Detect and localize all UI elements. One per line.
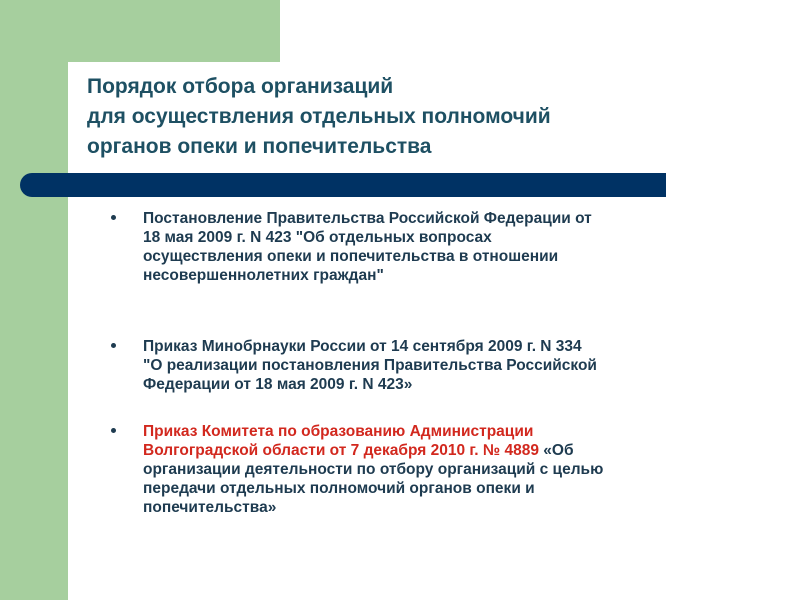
bullet-line: передачи отдельных полномочий органов опеки и	[143, 480, 535, 497]
bullet-text	[143, 422, 751, 517]
bullet-line: 18 мая 2009 г. N 423 "Об отдельных вопросах	[143, 229, 492, 246]
bullet-line: организации деятельности по отбору организаций с целью	[143, 461, 604, 478]
bullet-text	[143, 337, 751, 394]
bullet-line: несовершеннолетних граждан"	[143, 267, 384, 284]
title-line-3: органов опеки и попечительства	[87, 135, 432, 158]
bullet-line: попечительства»	[143, 499, 277, 516]
bullet-line-mixed	[143, 441, 751, 460]
bullet-line: Приказ Минобрнауки России от 14 сентября 2009 г. N 334	[143, 338, 582, 355]
bullet-icon	[111, 215, 116, 220]
bullet-line-tail: «Об	[538, 442, 574, 459]
bullet-text	[143, 209, 751, 285]
bullet-line: Федерации от 18 мая 2009 г. N 423»	[143, 376, 413, 393]
title-line-2: для осуществления отдельных полномочий	[87, 105, 551, 128]
title-line-1: Порядок отбора организаций	[87, 75, 394, 98]
bullet-line: Постановление Правительства Российской Федерации от	[143, 210, 592, 227]
bullet-line: осуществления опеки и попечительства в отношении	[143, 248, 559, 265]
bullet-icon	[111, 343, 116, 348]
bullet-line-red: Волгоградской области от 7 декабря 2010 г. № 4889	[143, 442, 539, 459]
bullet-line-red: Приказ Комитета по образованию Администрации	[143, 423, 534, 440]
bullet-icon	[111, 428, 116, 433]
bullet-line: "О реализации постановления Правительства Российской	[143, 357, 597, 374]
